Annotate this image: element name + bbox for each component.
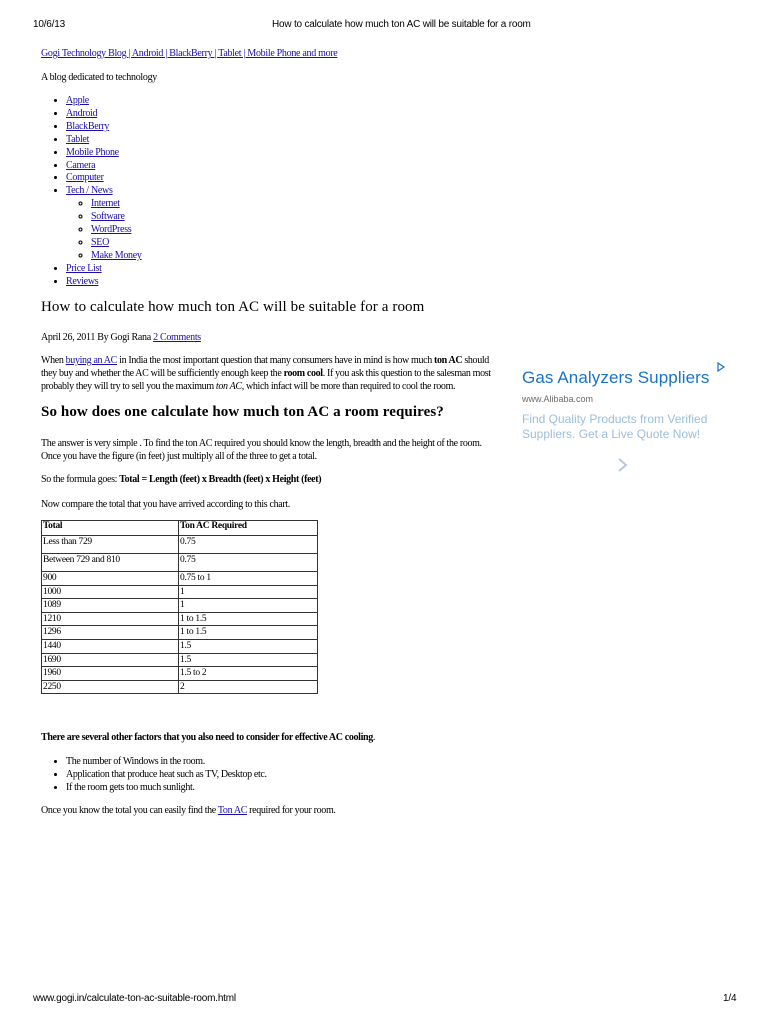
ad-description[interactable]: Find Quality Products from Verified Suppliers. Get a Live Quote Now! — [522, 412, 708, 441]
table-cell-total: 1296 — [42, 626, 179, 640]
article-date-author: April 26, 2011 By Gogi Rana — [41, 332, 151, 343]
factors-heading: There are several other factors that you also need to consider for effective AC cooling. — [41, 732, 376, 743]
table-row — [42, 653, 318, 667]
table-cell-ton: 0.75 to 1 — [179, 572, 318, 586]
subnav-item-seo — [91, 237, 142, 250]
subnav-link-software[interactable]: Software — [91, 211, 125, 223]
factors-list — [41, 755, 267, 794]
formula-paragraph — [41, 473, 321, 486]
table-header-ton: Ton AC Required — [179, 521, 318, 536]
table-cell-ton: 1 — [179, 599, 318, 613]
nav-item-reviews — [66, 276, 142, 289]
subnav-link-internet[interactable]: Internet — [91, 198, 120, 210]
subnav-item-internet — [91, 198, 142, 211]
subnav-link-seo[interactable]: SEO — [91, 236, 109, 248]
nav-link-computer[interactable]: Computer — [66, 172, 104, 184]
print-title: How to calculate how much ton AC will be suitable for a room — [272, 19, 531, 30]
tech-news-submenu — [66, 198, 142, 263]
ad-url[interactable]: www.Alibaba.com — [522, 394, 594, 404]
subnav-item-software — [91, 211, 142, 224]
ton-ac-link[interactable]: Ton AC — [217, 805, 248, 816]
ad-title-link[interactable]: Gas Analyzers Suppliers — [522, 368, 710, 387]
table-row — [42, 599, 318, 613]
intro-text-2: in India the most important question that many consumers have in mind is how much — [117, 355, 435, 366]
table-cell-total: 1440 — [42, 639, 179, 653]
table-cell-ton: 1 to 1.5 — [179, 612, 318, 626]
compare-paragraph: Now compare the total that you have arrived according to this chart. — [41, 499, 290, 510]
article-title: How to calculate how much ton AC will be suitable for a room — [41, 299, 425, 315]
nav-link-blackberry[interactable]: BlackBerry — [66, 120, 110, 132]
table-cell-total: 1960 — [42, 667, 179, 681]
intro-paragraph — [41, 354, 506, 393]
nav-link-tech-news[interactable]: Tech / News — [66, 185, 113, 197]
nav-item-apple — [66, 95, 142, 108]
table-cell-total: Between 729 and 810 — [42, 554, 179, 572]
intro-text-5: , which infact will be more than required to cool the room. — [241, 381, 456, 392]
table-cell-ton: 2 — [179, 680, 318, 694]
nav-item-computer — [66, 172, 142, 185]
intro-bold-ton-ac: ton AC — [434, 355, 463, 366]
nav-item-blackberry — [66, 121, 142, 134]
closing-text-1: Once you know the total you can easily find the — [41, 805, 218, 816]
table-row — [42, 536, 318, 554]
table-row — [42, 572, 318, 586]
table-cell-total: 900 — [42, 572, 179, 586]
table-cell-ton: 1 to 1.5 — [179, 626, 318, 640]
subnav-item-make-money — [91, 250, 142, 263]
table-row — [42, 612, 318, 626]
table-cell-total: 1210 — [42, 612, 179, 626]
nav-link-android[interactable]: Android — [66, 107, 98, 119]
nav-item-camera — [66, 160, 142, 173]
blog-tagline: A blog dedicated to technology — [41, 72, 157, 83]
subnav-item-wordpress — [91, 224, 142, 237]
comments-link[interactable]: 2 Comments — [153, 332, 201, 343]
print-url: www.gogi.in/calculate-ton-ac-suitable-room.html — [33, 993, 236, 1004]
table-cell-total: Less than 729 — [42, 536, 179, 554]
table-header-row — [42, 521, 318, 536]
ton-ac-table — [41, 520, 318, 694]
intro-text-3: should they buy and whether the AC will be sufficiently enough keep the — [41, 355, 489, 379]
table-row — [42, 680, 318, 694]
nav-item-android — [66, 108, 142, 121]
table-cell-total: 2250 — [42, 680, 179, 694]
table-row — [42, 667, 318, 681]
nav-link-reviews[interactable]: Reviews — [66, 275, 99, 287]
closing-text-2: required for your room. — [247, 805, 336, 816]
table-cell-ton: 1.5 — [179, 639, 318, 653]
factors-heading-text: There are several other factors that you also need to consider for effective AC cooling — [41, 732, 373, 743]
answer-paragraph: The answer is very simple . To find the ton AC required you should know the length, breadth and the height of the room. Once you have the figure (in feet) just multiply all of the three to get a total. — [41, 438, 482, 462]
list-item: • The number of Windows in the room. — [66, 755, 267, 768]
table-row — [42, 554, 318, 572]
table-cell-total: 1089 — [42, 599, 179, 613]
nav-item-price-list — [66, 263, 142, 276]
chevron-right-icon[interactable] — [617, 457, 629, 473]
nav-link-mobile-phone[interactable]: Mobile Phone — [66, 146, 119, 158]
nav-link-camera[interactable]: Camera — [66, 159, 96, 171]
print-date: 10/6/13 — [33, 19, 65, 30]
subnav-link-wordpress[interactable]: WordPress — [91, 224, 132, 236]
intro-text-1: When — [41, 355, 66, 366]
nav-link-apple[interactable]: Apple — [66, 95, 89, 106]
list-item: • Application that produce heat such as TV, Desktop etc. — [66, 768, 267, 781]
table-row — [42, 585, 318, 599]
print-page-number: 1/4 — [723, 993, 737, 1004]
article-meta — [41, 332, 201, 343]
table-cell-total: 1690 — [42, 653, 179, 667]
blog-title-link[interactable]: Gogi Technology Blog | Android | BlackBerry | Tablet | Mobile Phone and more — [41, 48, 338, 59]
closing-paragraph — [41, 804, 336, 817]
formula-text: Total = Length (feet) x Breadth (feet) x Height (feet) — [119, 474, 322, 485]
nav-item-mobile-phone — [66, 147, 142, 160]
nav-item-tablet — [66, 134, 142, 147]
section-subheading: So how does one calculate how much ton AC a room requires? — [41, 404, 444, 420]
table-header-total: Total — [42, 521, 179, 536]
table-cell-ton: 1 — [179, 585, 318, 599]
intro-italic-ton-ac: ton AC — [215, 381, 242, 392]
nav-link-price-list[interactable]: Price List — [66, 262, 102, 274]
table-cell-total: 1000 — [42, 585, 179, 599]
intro-bold-room-cool: room cool — [283, 368, 323, 379]
table-cell-ton: 1.5 — [179, 653, 318, 667]
table-cell-ton: 0.75 — [179, 536, 318, 554]
category-nav — [41, 95, 142, 289]
adchoices-icon[interactable] — [716, 362, 726, 372]
list-item: • If the room gets too much sunlight. — [66, 781, 267, 794]
table-cell-ton: 0.75 — [179, 554, 318, 572]
buying-an-ac-link[interactable]: buying an AC — [65, 355, 117, 366]
table-row — [42, 639, 318, 653]
table-row — [42, 626, 318, 640]
nav-item-tech-news — [66, 185, 142, 262]
subnav-link-make-money[interactable]: Make Money — [91, 249, 142, 261]
nav-link-tablet[interactable]: Tablet — [66, 133, 90, 145]
table-cell-ton: 1.5 to 2 — [179, 667, 318, 681]
intro-text-4: . If you ask this question to the salesman most probably they will try to sell you the maximum — [41, 368, 491, 392]
formula-lead: So the formula goes: — [41, 474, 120, 485]
